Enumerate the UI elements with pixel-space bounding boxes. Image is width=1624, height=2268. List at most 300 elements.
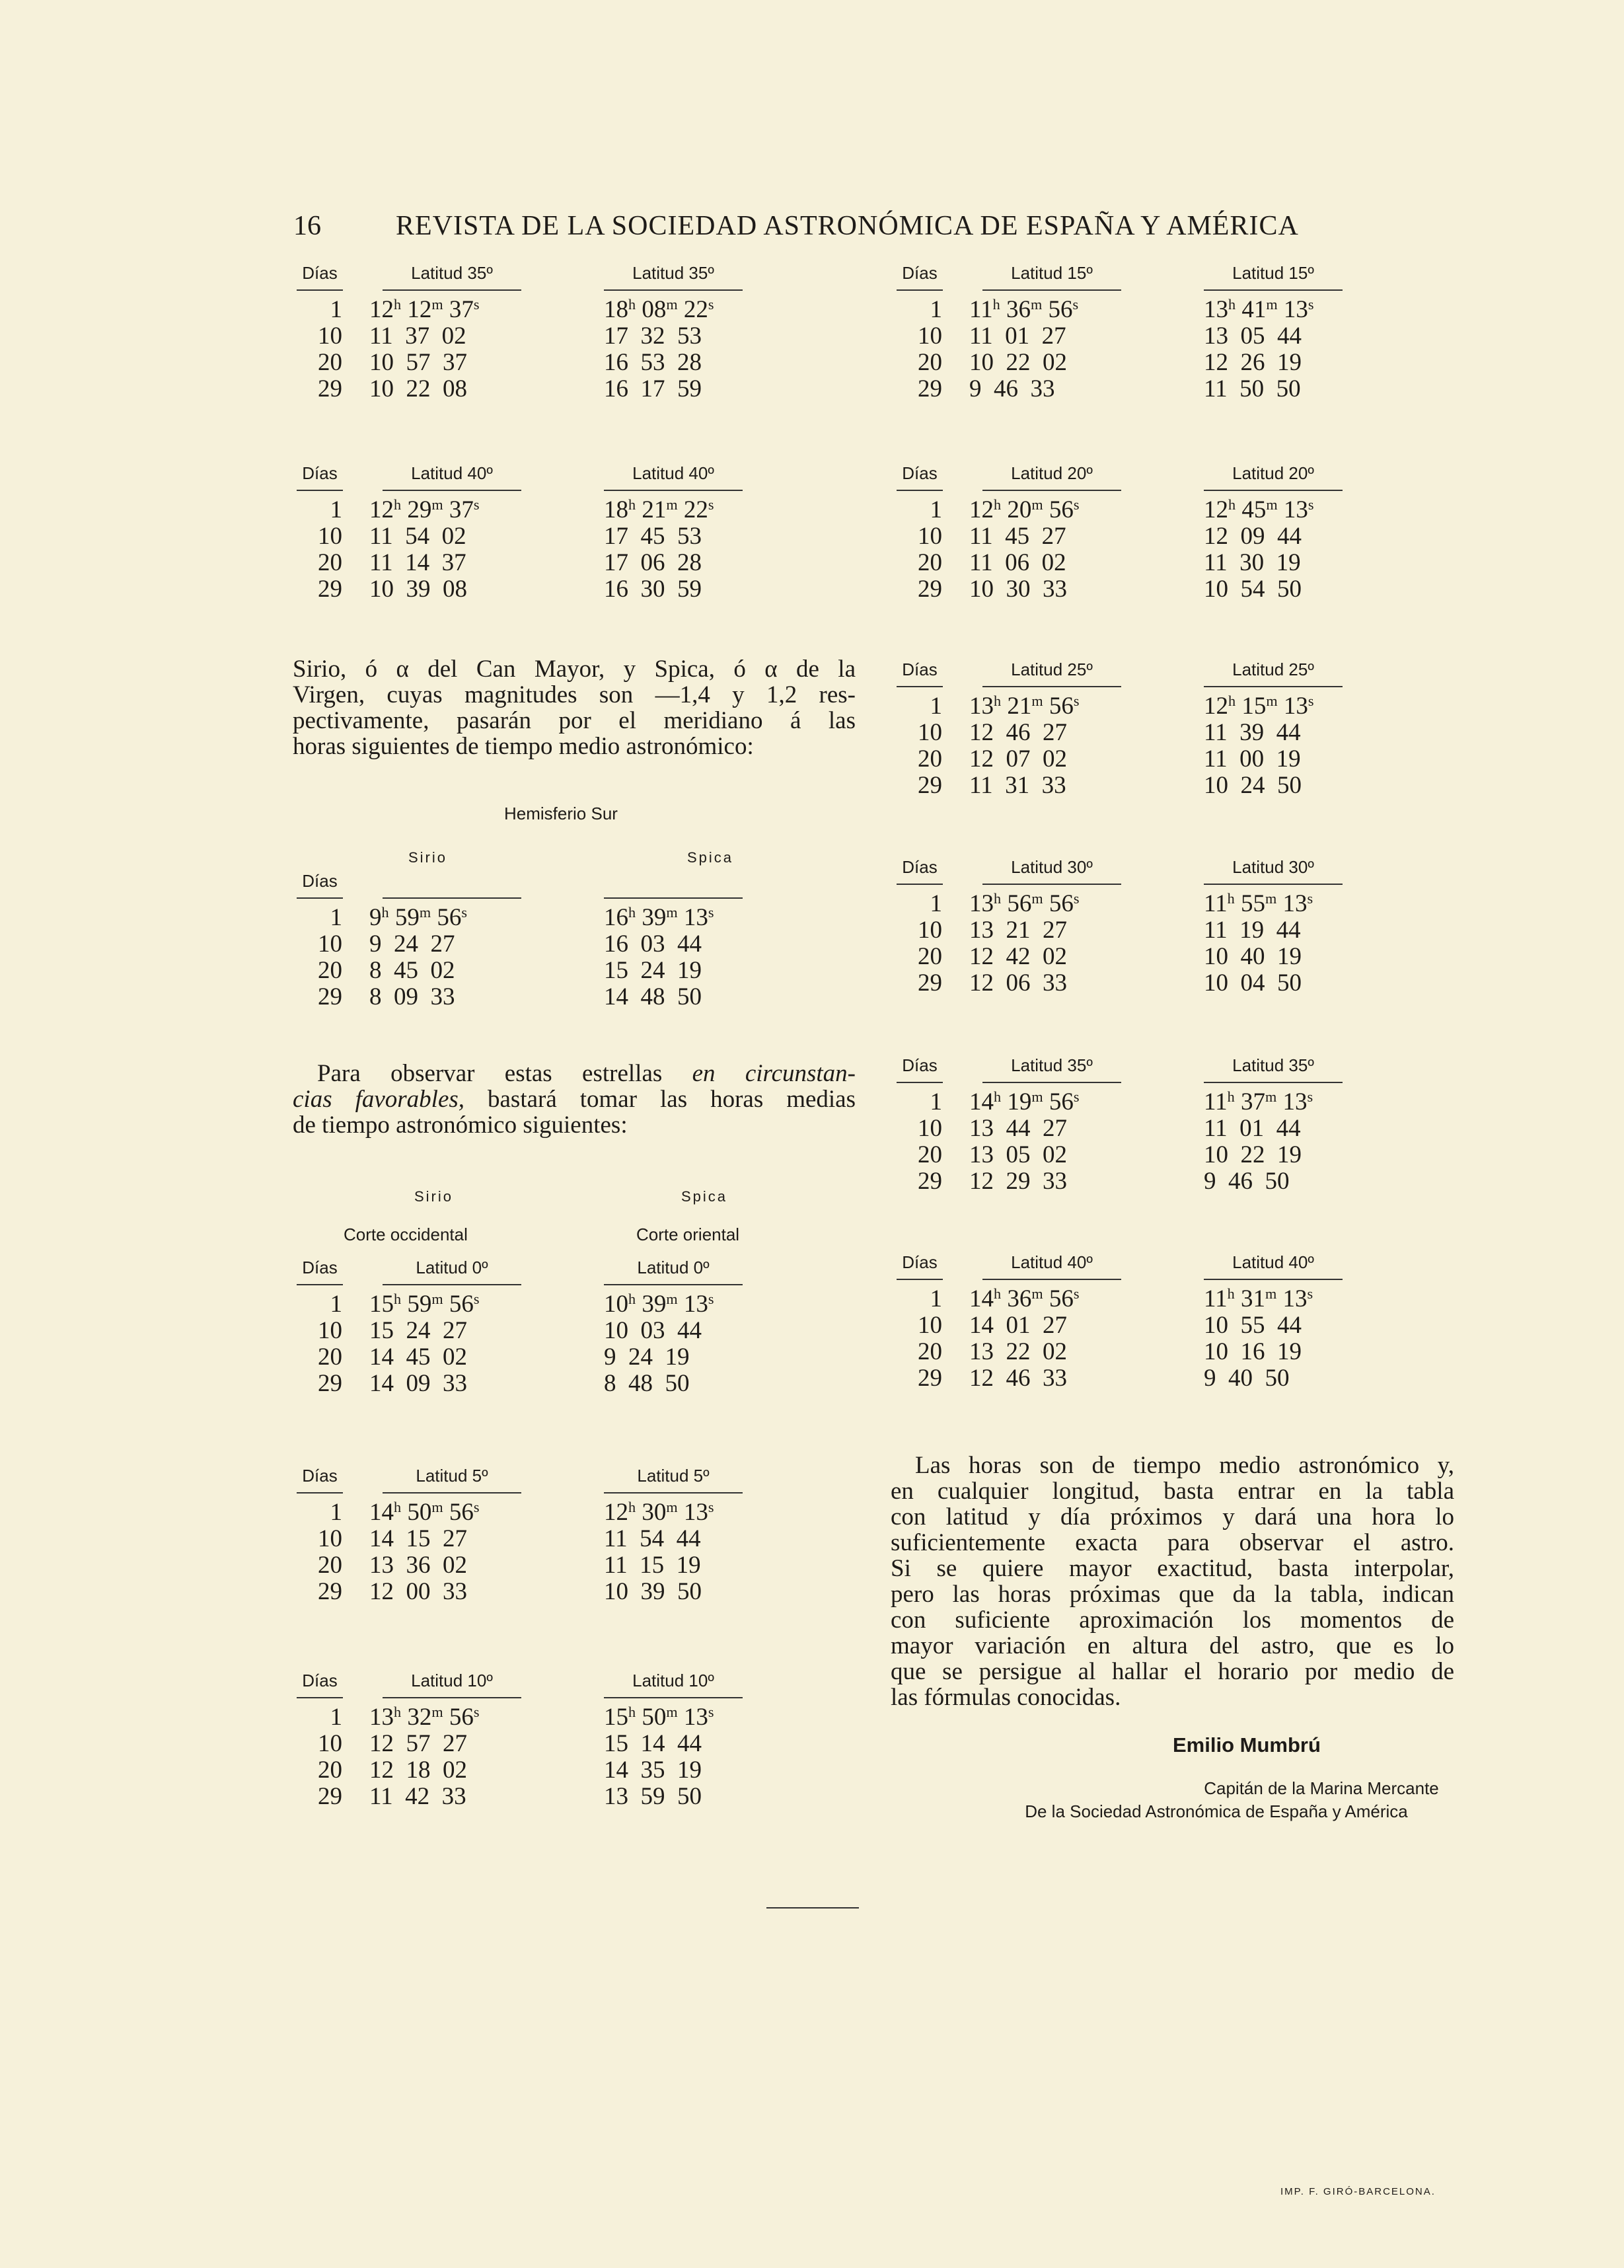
hemisphere-caption: Hemisferio Sur [504,804,618,823]
time-cell [604,1705,714,1729]
header-rule [604,1492,743,1493]
time-value: 13 [1283,693,1308,720]
day-cell: 1 [930,296,942,323]
time-cell: 13 21 27 [969,917,1067,944]
time-cell [369,297,480,322]
unit-superscript: s [708,1290,714,1307]
time-cell: 14 48 50 [604,983,702,1010]
time-cell [969,891,1080,916]
header-rule [982,1279,1121,1280]
time-cell: 10 54 50 [1204,576,1302,603]
latitude-column-header: Latitud 35º [1232,1055,1314,1075]
unit-superscript: m [1265,1088,1277,1105]
unit-superscript: s [461,903,467,921]
time-value: 56 [449,1291,474,1318]
paragraph-line [293,1061,856,1086]
time-value: 50 [642,1704,667,1731]
unit-superscript: h [394,1290,402,1307]
latitude-column-header: Latitud 5º [416,1466,488,1486]
time-cell [969,1090,1080,1114]
time-cell: 13 44 27 [969,1115,1067,1142]
paragraph-line: en cualquier longitud, basta entrar en la tabla [891,1478,1454,1505]
time-value: 13 [969,693,994,720]
time-cell [1204,498,1314,522]
time-value: 56 [1049,890,1074,917]
latitude-column-header: Latitud 5º [637,1466,710,1486]
latitude-column-header: Latitud 40º [1232,1252,1314,1272]
latitude-column-header: Latitud 40º [632,463,714,483]
day-cell: 20 [318,549,342,576]
time-cell: 11 45 27 [969,523,1066,550]
unit-superscript: h [381,903,389,921]
days-column-header: Días [902,857,938,877]
page-header [293,210,1364,250]
day-cell: 29 [918,969,942,997]
time-cell: 8 09 33 [369,983,455,1010]
day-cell: 1 [930,1088,942,1115]
header-rule [982,884,1121,885]
time-table [893,263,1422,408]
paragraph-stars-intro [293,656,856,759]
unit-superscript: m [666,1290,678,1307]
day-cell: 10 [318,1317,342,1344]
header-rule [1204,686,1343,687]
day-cell: 10 [918,719,942,746]
printer-imprint: IMP. F. GIRÓ-BARCELONA. [1280,2186,1436,2197]
time-cell: 11 01 27 [969,322,1066,350]
time-value: 13 [1282,1088,1308,1115]
time-cell: 14 45 02 [369,1343,467,1371]
time-value: 20 [1007,496,1032,523]
time-value: 13 [683,904,708,931]
unit-superscript: m [431,1290,443,1307]
unit-superscript: m [1031,1088,1043,1105]
header-rule [604,1697,743,1698]
time-value: 56 [1049,693,1074,720]
paragraph-line: suficientemente exacta para observar el astro. [891,1529,1454,1556]
time-cell: 11 30 19 [1204,549,1301,576]
time-cell: 12 00 33 [369,1578,467,1605]
time-value: 13 [1204,296,1228,323]
unit-superscript: m [1266,295,1278,313]
unit-superscript: h [394,1703,402,1720]
day-cell: 1 [930,1285,942,1312]
unit-superscript: m [666,1498,678,1515]
unit-superscript: h [994,1285,1002,1302]
time-value: 11 [969,296,993,323]
day-cell: 29 [318,1783,342,1810]
days-column-header: Días [302,263,338,283]
time-cell: 16 30 59 [604,576,702,603]
time-cell: 11 06 02 [969,549,1066,576]
days-column-header: Días [302,1671,338,1690]
time-cell: 10 22 02 [969,349,1067,376]
days-column-header: Días [302,1466,338,1486]
time-value: 18 [604,496,628,523]
time-value: 56 [437,904,462,931]
day-cell: 10 [918,1312,942,1339]
paragraph-text: bastará tomar las horas medias [464,1086,856,1113]
time-cell: 10 39 08 [369,576,467,603]
unit-superscript: h [628,1498,636,1515]
unit-superscript: s [473,1290,480,1307]
time-value: 45 [1241,496,1267,523]
time-cell [969,1287,1080,1311]
latitude-column-header: Latitud 35º [632,263,714,283]
day-cell: 29 [918,1168,942,1195]
time-cell: 9 46 33 [969,375,1055,402]
day-cell: 20 [918,549,942,576]
paragraph-line [293,1086,856,1112]
time-cell: 11 31 33 [969,772,1066,799]
time-cell [969,498,1080,522]
paragraph-line: horas siguientes de tiempo medio astronómico: [293,733,754,760]
sirio-label-2: Sirio [414,1188,454,1205]
unit-superscript: m [431,1703,443,1720]
day-cell: 1 [330,904,342,931]
time-value: 15 [1241,693,1267,720]
unit-superscript: s [473,1703,480,1720]
time-value: 12 [604,1499,628,1526]
unit-superscript: s [473,1498,480,1515]
latitude-column-header: Latitud 10º [411,1671,493,1690]
latitude-column-header: Latitud 35º [1011,1055,1093,1075]
unit-superscript: m [1031,1285,1043,1302]
author-title: Capitán de la Marina Mercante [1204,1778,1439,1798]
time-cell: 12 46 33 [969,1365,1067,1392]
time-value: 13 [1282,890,1308,917]
latitude-column-header: Latitud 0º [416,1258,488,1277]
time-cell [369,1705,480,1729]
time-cell: 12 07 02 [969,745,1067,773]
header-rule [897,1279,943,1280]
time-value: 10 [604,1291,628,1318]
unit-superscript: h [628,903,636,921]
day-cell: 1 [930,693,942,720]
time-cell: 12 57 27 [369,1730,467,1757]
unit-superscript: h [992,295,1000,313]
time-value: 12 [407,296,432,323]
time-cell: 11 14 37 [369,549,466,576]
latitude-column-header: Latitud 25º [1232,660,1314,679]
paragraph-text: Para observar estas estrellas [317,1060,692,1087]
time-cell: 9 24 19 [604,1343,690,1371]
unit-superscript: h [1227,1088,1235,1105]
journal-title: REVISTA DE LA SOCIEDAD ASTRONÓMICA DE ESPAÑA Y AMÉRICA [396,211,1299,241]
time-cell: 12 29 33 [969,1168,1067,1195]
latitude-column-header: Latitud 0º [637,1258,710,1277]
paragraph-line: Virgen, cuyas magnitudes son —1,4 y 1,2 res- [293,681,856,708]
unit-superscript: m [431,496,443,513]
latitude-column-header: Latitud 40º [1011,1252,1093,1272]
paragraph-line: mayor variación en altura del astro, que es lo [891,1632,1454,1659]
time-value: 56 [1048,296,1073,323]
time-value: 21 [1007,693,1032,720]
paragraph-line: con latitud y día próximos y dará una hora lo [891,1503,1454,1531]
days-column-header: Días [302,463,338,483]
paragraph-line: Las horas son de tiempo medio astronómico y, [915,1452,1454,1479]
time-cell [1204,891,1313,916]
time-cell: 16 17 59 [604,375,702,402]
day-cell: 10 [318,523,342,550]
unit-superscript: s [1073,1285,1080,1302]
time-value: 12 [369,296,394,323]
time-value: 13 [1283,296,1308,323]
time-value: 56 [1049,1088,1074,1115]
time-value: 13 [969,890,994,917]
time-cell: 11 54 02 [369,523,466,550]
time-value: 15 [604,1704,628,1731]
unit-superscript: s [1308,692,1314,709]
time-cell: 10 30 33 [969,576,1067,603]
time-cell: 11 50 50 [1204,375,1301,402]
time-cell: 14 09 33 [369,1370,467,1397]
time-cell: 14 35 19 [604,1757,702,1784]
time-cell: 17 45 53 [604,523,702,550]
time-value: 9 [369,904,382,931]
time-cell: 14 15 27 [369,1525,467,1552]
unit-superscript: m [1031,496,1043,513]
time-value: 50 [407,1499,432,1526]
time-table [293,1258,822,1403]
day-cell: 20 [318,1343,342,1371]
paragraph-line: que se persigue al hallar el horario por medio de [891,1658,1454,1685]
day-cell: 29 [918,1365,942,1392]
unit-superscript: s [1308,295,1314,313]
paragraph-line: Sirio, ó α del Can Mayor, y Spica, ó α de la [293,656,856,683]
time-cell [369,1500,480,1525]
time-value: 29 [407,496,432,523]
time-value: 37 [449,496,474,523]
corte-occidental-caption: Corte occidental [344,1225,468,1244]
time-value: 59 [394,904,420,931]
unit-superscript: h [1228,295,1236,313]
latitude-column-header: Latitud 15º [1011,263,1093,283]
time-cell: 13 22 02 [969,1338,1067,1365]
unit-superscript: s [708,903,714,921]
header-rule [383,289,521,291]
time-value: 39 [642,1291,667,1318]
paragraph-line: las fórmulas conocidas. [891,1684,1121,1711]
time-value: 37 [449,296,474,323]
day-cell: 10 [918,523,942,550]
day-cell: 1 [930,890,942,917]
time-value: 19 [1007,1088,1032,1115]
time-cell: 12 18 02 [369,1757,467,1784]
time-cell [604,905,714,930]
time-value: 21 [642,496,667,523]
time-value: 13 [683,1704,708,1731]
paragraph-line: con suficiente aproximación los momentos de [891,1606,1454,1634]
time-value: 12 [1204,496,1228,523]
time-value: 15 [369,1291,394,1318]
day-cell: 10 [318,1525,342,1552]
header-rule [297,1492,343,1493]
unit-superscript: h [628,496,636,513]
unit-superscript: h [628,1703,636,1720]
time-cell: 13 36 02 [369,1552,467,1579]
time-cell: 13 05 02 [969,1141,1067,1168]
time-table [293,463,822,609]
day-cell: 20 [318,957,342,984]
unit-superscript: h [1227,1285,1235,1302]
day-cell: 20 [918,1141,942,1168]
time-value: 11 [1204,890,1228,917]
latitude-column-header: Latitud 20º [1011,463,1093,483]
header-rule [297,897,343,899]
time-cell: 11 39 44 [1204,719,1301,746]
time-cell: 11 54 44 [604,1525,701,1552]
spica-label: Spica [687,849,734,866]
header-rule [383,1697,521,1698]
time-cell: 10 22 08 [369,375,467,402]
time-cell: 14 01 27 [969,1312,1067,1339]
time-value: 41 [1241,296,1267,323]
time-cell [369,498,480,522]
unit-superscript: m [666,496,678,513]
time-cell: 15 24 27 [369,1317,467,1344]
latitude-column-header: Latitud 25º [1011,660,1093,679]
unit-superscript: m [666,295,678,313]
day-cell: 20 [918,1338,942,1365]
time-cell [1204,1287,1313,1311]
day-cell: 20 [918,943,942,970]
day-cell: 29 [318,576,342,603]
day-cell: 20 [318,349,342,376]
time-value: 18 [604,296,628,323]
author-name: Emilio Mumbrú [1173,1733,1321,1757]
unit-superscript: s [1073,496,1080,513]
day-cell: 29 [918,576,942,603]
header-rule [604,897,743,899]
header-rule [897,1082,943,1083]
day-cell: 10 [918,322,942,350]
unit-superscript: h [394,1498,402,1515]
time-value: 22 [683,296,708,323]
latitude-column-header: Latitud 10º [632,1671,714,1690]
time-value: 11 [1204,1285,1228,1312]
time-cell: 10 55 44 [1204,1312,1302,1339]
day-cell: 20 [318,1552,342,1579]
time-cell: 8 45 02 [369,957,455,984]
time-cell [1204,297,1314,322]
unit-superscript: h [1228,692,1236,709]
time-value: 37 [1240,1088,1265,1115]
time-value: 55 [1240,890,1265,917]
unit-superscript: s [1307,1088,1313,1105]
time-cell: 12 09 44 [1204,523,1302,550]
unit-superscript: m [666,903,678,921]
unit-superscript: m [666,1703,678,1720]
time-value: 56 [1049,1285,1074,1312]
header-rule [1204,490,1343,491]
unit-superscript: h [394,295,402,313]
unit-superscript: m [419,903,431,921]
time-cell: 13 59 50 [604,1783,702,1810]
day-cell: 29 [918,375,942,402]
unit-superscript: s [708,295,714,313]
header-rule [383,897,521,899]
header-rule [604,490,743,491]
time-value: 08 [642,296,667,323]
latitude-column-header: Latitud 30º [1232,857,1314,877]
header-rule [897,289,943,291]
unit-superscript: h [394,496,402,513]
header-rule [604,1284,743,1285]
day-cell: 10 [918,917,942,944]
unit-superscript: s [473,496,480,513]
time-cell: 10 39 50 [604,1578,702,1605]
day-cell: 1 [330,496,342,523]
time-cell: 11 15 19 [604,1552,701,1579]
time-value: 13 [683,1499,708,1526]
time-cell: 10 57 37 [369,349,467,376]
unit-superscript: h [628,1290,636,1307]
time-cell: 10 40 19 [1204,943,1302,970]
header-rule [383,1492,521,1493]
time-table [893,660,1422,805]
unit-superscript: h [994,692,1002,709]
day-cell: 29 [318,375,342,402]
unit-superscript: h [994,1088,1002,1105]
day-cell: 10 [318,1730,342,1757]
paragraph-line: de tiempo astronómico siguientes: [293,1112,628,1139]
spica-label-2: Spica [681,1188,728,1205]
days-column-header: Días [902,463,938,483]
time-cell [369,1292,480,1316]
header-rule [897,490,943,491]
time-cell [1204,1090,1313,1114]
header-rule [897,686,943,687]
day-cell: 1 [330,1704,342,1731]
time-value: 56 [449,1704,474,1731]
paragraph-explanation [891,1453,1454,1710]
author-affiliation: De la Sociedad Astronómica de España y América [1025,1801,1408,1821]
time-value: 13 [369,1704,394,1731]
time-cell: 17 32 53 [604,322,702,350]
time-value: 13 [1282,1285,1308,1312]
header-rule [1204,1082,1343,1083]
day-cell: 1 [330,296,342,323]
time-value: 31 [1240,1285,1265,1312]
time-value: 30 [642,1499,667,1526]
days-column-header: Días [302,871,338,891]
unit-superscript: s [708,496,714,513]
header-rule [1204,884,1343,885]
time-value: 56 [449,1499,474,1526]
time-value: 16 [604,904,628,931]
unit-superscript: h [994,496,1002,513]
time-cell [1204,694,1314,718]
unit-superscript: m [1266,692,1278,709]
time-cell [604,1292,714,1316]
time-cell [604,498,714,522]
unit-superscript: s [1072,295,1079,313]
latitude-column-header: Latitud 30º [1011,857,1093,877]
latitude-column-header: Latitud 15º [1232,263,1314,283]
time-value: 59 [407,1291,432,1318]
unit-superscript: h [628,295,636,313]
unit-superscript: s [1073,692,1080,709]
time-cell [604,1500,714,1525]
time-value: 14 [969,1088,994,1115]
unit-superscript: m [1265,889,1277,907]
unit-superscript: h [1228,496,1236,513]
time-cell: 17 06 28 [604,549,702,576]
day-cell: 20 [318,1757,342,1784]
time-cell: 8 48 50 [604,1370,690,1397]
time-value: 13 [683,1291,708,1318]
